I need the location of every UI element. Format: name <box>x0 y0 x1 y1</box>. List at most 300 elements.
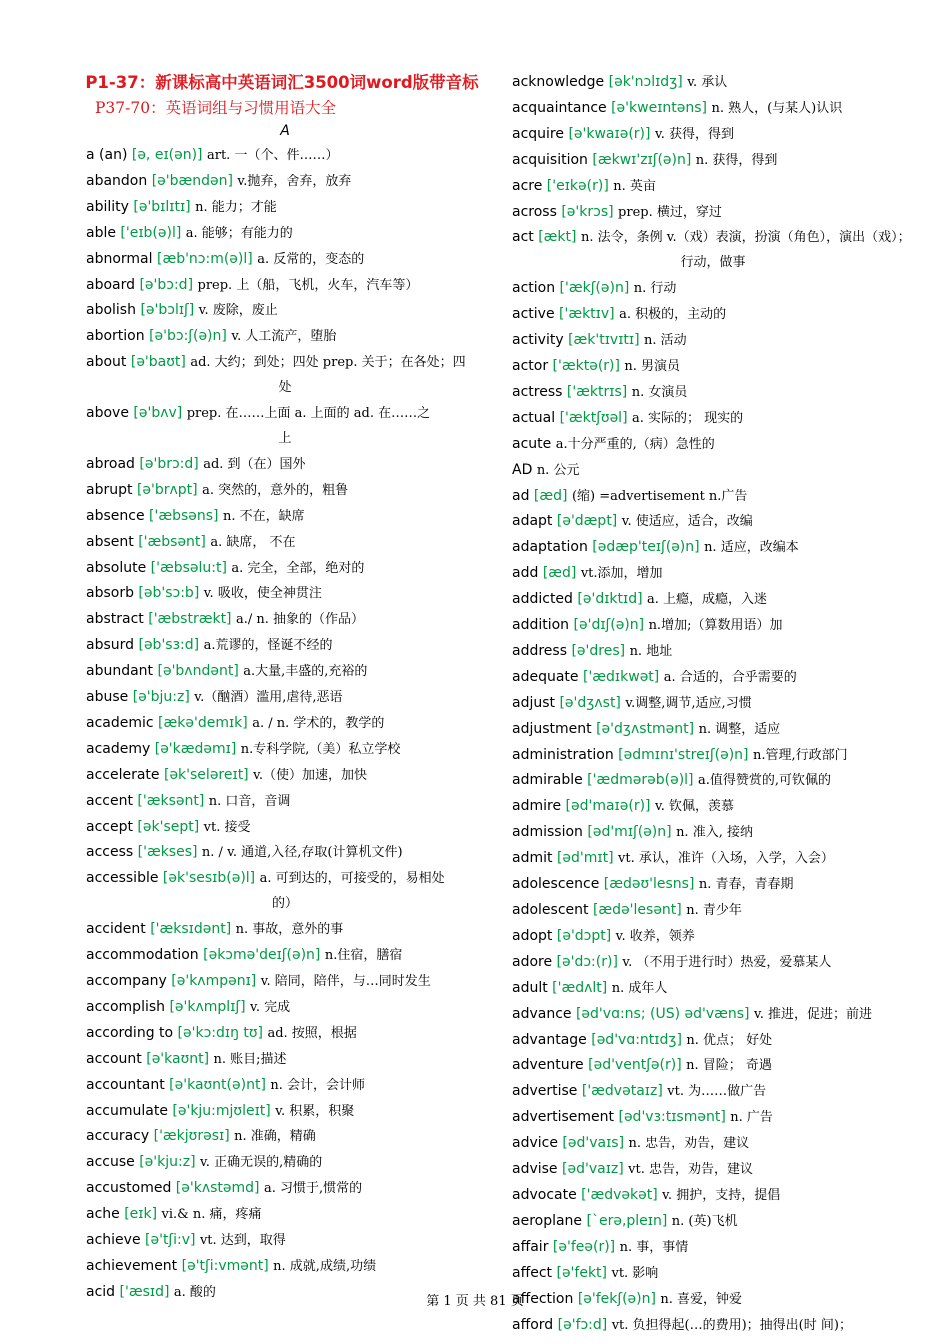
vocab-entry <box>86 221 484 247</box>
vocab-entry <box>512 174 914 200</box>
vocab-pronunciation: [ə'kju:mjʊleɪt] <box>172 1102 271 1119</box>
vocab-pronunciation: [ə'baʊt] <box>130 354 186 371</box>
vocab-word: accustomed <box>86 1180 172 1197</box>
vocab-word: afford <box>512 1316 554 1333</box>
vocab-definition: vt. 负担得起(…的费用)；抽得出(时 间)； <box>611 1317 852 1333</box>
vocab-pronunciation: [ə'dæpt] <box>556 513 618 530</box>
vocab-word: active <box>512 306 555 323</box>
vocab-definition: n. 准确，精确 <box>234 1129 316 1145</box>
vocab-pronunciation: ['æbsəlu:t] <box>150 559 227 576</box>
vocab-definition: a.大量,丰盛的,充裕的 <box>243 664 368 680</box>
vocab-entry <box>512 898 914 924</box>
vocab-definition: a. 上瘾，成瘾，入迷 <box>647 592 768 608</box>
vocab-word: accuse <box>86 1154 135 1171</box>
vocab-entry <box>86 350 484 376</box>
vocab-pronunciation: [ə'bɔ:d] <box>139 276 194 293</box>
vocab-word: able <box>86 224 116 241</box>
vocab-pronunciation: [əd'vaɪs] <box>562 1135 625 1152</box>
vocab-pronunciation: [ə'kaʊnt] <box>146 1050 210 1067</box>
vocab-word: adjustment <box>512 720 592 737</box>
vocab-pronunciation: ['æktɪv] <box>559 306 615 323</box>
vocab-pronunciation: [ædəʊ'lesns] <box>603 876 695 893</box>
vocab-entry <box>86 943 484 969</box>
vocab-word: actual <box>512 409 556 426</box>
vocab-word: ad <box>512 487 530 504</box>
vocab-entry <box>512 665 914 691</box>
vocab-entry <box>512 432 914 458</box>
vocab-word: achievement <box>86 1257 178 1274</box>
vocab-entry <box>86 401 484 427</box>
vocab-word: addition <box>512 617 570 634</box>
vocab-entry <box>512 225 914 251</box>
vocab-entry <box>86 143 484 169</box>
document-subtitle: P37-70：英语词组与习惯用语大全 <box>95 99 337 117</box>
vocab-entry <box>86 866 484 892</box>
vocab-pronunciation: [ək'sept] <box>137 818 200 835</box>
vocab-definition: a. 缺席， 不在 <box>210 534 296 550</box>
vocab-pronunciation: [ə'feə(r)] <box>552 1238 616 1255</box>
vocab-pronunciation: ['æksənt] <box>137 792 205 809</box>
vocab-pronunciation: [ə'bʌndənt] <box>157 663 239 680</box>
vocab-word: absorb <box>86 585 134 602</box>
vocab-entry <box>86 324 484 350</box>
vocab-entry <box>86 530 484 556</box>
vocab-entry <box>86 1202 484 1228</box>
vocab-pronunciation: ['æktrɪs] <box>566 383 628 400</box>
vocab-word: adopt <box>512 927 553 944</box>
vocab-pronunciation: [ə'kʌmpənɪ] <box>171 973 257 989</box>
vocab-word: abortion <box>86 328 145 345</box>
vocab-pronunciation: [ə'fɔ:d] <box>557 1316 608 1333</box>
vocab-pronunciation: [ə'bʌv] <box>133 405 183 422</box>
vocab-pronunciation: [əkɔmə'deɪʃ(ə)n] <box>203 947 321 964</box>
vocab-entry <box>512 535 914 561</box>
vocab-entry <box>86 815 484 841</box>
vocab-pronunciation: [ə'kædəmɪ] <box>154 740 237 757</box>
vocab-definition: v. 陪同，陪伴，与…同时发生 <box>260 974 431 989</box>
vocab-entry <box>86 737 484 763</box>
vocab-pronunciation: [æd] <box>533 487 568 504</box>
vocab-entry <box>512 509 914 535</box>
vocab-entry <box>512 846 914 872</box>
vocab-definition: n. 能力；才能 <box>195 199 277 215</box>
vocab-pronunciation: ['ædvəkət] <box>581 1186 658 1203</box>
vocab-word: accompany <box>86 973 167 989</box>
vocab-definition: a. / n. 学术的，教学的 <box>252 715 385 731</box>
vocab-definition: n. 口音，音调 <box>208 793 291 809</box>
vocab-definition: n. 事故，意外的事 <box>235 922 344 938</box>
vocab-definition: a.荒谬的，怪诞不经的 <box>203 638 333 654</box>
vocab-pronunciation: [ə'dɪʃ(ə)n] <box>573 617 645 634</box>
vocab-word: acid <box>86 1283 116 1300</box>
vocab-definition: v. 推进，促进；前进 <box>753 1006 873 1022</box>
vocab-word: address <box>512 642 568 659</box>
vocab-pronunciation: [ækwɪ'zɪʃ(ə)n] <box>592 151 692 168</box>
vocab-entry <box>86 478 484 504</box>
vocab-word: adjust <box>512 694 556 711</box>
right-column <box>512 70 914 1338</box>
vocab-pronunciation: ['ædɪkwət] <box>582 668 660 685</box>
vocab-pronunciation: [ə'bɔlɪʃ] <box>140 302 195 319</box>
vocab-definition: a. 能够；有能力的 <box>185 225 293 241</box>
vocab-entry <box>512 1028 914 1054</box>
vocab-definition: a. 习惯于,惯常的 <box>263 1181 363 1197</box>
vocab-entry <box>512 1157 914 1183</box>
vocab-definition-continuation: 处 <box>278 380 292 396</box>
vocab-pronunciation: [ək'nɔlɪdʒ] <box>608 74 683 90</box>
vocab-entry <box>512 717 914 743</box>
vocab-word: abandon <box>86 172 148 189</box>
vocab-pronunciation: [ə'bændən] <box>151 172 233 189</box>
vocab-word: achieve <box>86 1232 141 1249</box>
vocab-entry <box>512 458 914 484</box>
vocab-definition: v. 承认 <box>687 75 728 90</box>
document-title: P1-37：新课标高中英语词汇3500词word版带音标 <box>85 73 479 92</box>
vocab-pronunciation: ['eɪkə(r)] <box>546 177 609 194</box>
vocab-word: adolescent <box>512 902 589 918</box>
vocab-word: adult <box>512 979 548 996</box>
vocab-word: ache <box>86 1206 120 1223</box>
vocab-entry <box>512 1313 914 1339</box>
vocab-pronunciation: [ə'dres] <box>571 642 626 659</box>
vocab-definition: n. 成年人 <box>611 980 668 996</box>
vocab-definition: n. 忠告，劝告，建议 <box>628 1136 750 1152</box>
vocab-word: admire <box>512 798 562 815</box>
vocab-word: adore <box>512 953 553 970</box>
vocab-pronunciation: [ədmɪnɪ'streɪʃ(ə)n] <box>618 746 749 763</box>
vocab-entry <box>86 1021 484 1047</box>
vocab-pronunciation: [ædə'lesənt] <box>592 902 682 918</box>
vocab-definition: v. 正确无误的,精确的 <box>200 1155 323 1171</box>
vocab-word: admirable <box>512 772 583 789</box>
vocab-pronunciation: ['æbstrækt] <box>148 611 232 628</box>
vocab-definition: v. 吸收，使全神贯注 <box>203 586 322 602</box>
vocab-definition: ad. 大约；到处；四处 prep. 关于；在各处；四 <box>190 355 466 371</box>
vocab-entry <box>512 1053 914 1079</box>
vocab-definition: ad. 到（在）国外 <box>203 456 306 472</box>
vocab-pronunciation: [ə'kju:z] <box>139 1154 196 1171</box>
vocab-word: accept <box>86 818 133 835</box>
vocab-entry <box>512 820 914 846</box>
vocab-entry <box>512 924 914 950</box>
vocab-definition: vt. 接受 <box>203 819 251 835</box>
vocab-word: acre <box>512 177 543 194</box>
vocab-entry <box>86 1124 484 1150</box>
vocab-word: activity <box>512 332 564 349</box>
vocab-word: absurd <box>86 637 135 654</box>
vocab-definition: v. 拥护，支持，提倡 <box>662 1187 781 1203</box>
vocab-definition: prep. 横过，穿过 <box>618 204 722 220</box>
vocab-word: advertise <box>512 1083 578 1100</box>
vocab-entry <box>512 1079 914 1105</box>
vocab-entry <box>512 1235 914 1261</box>
vocab-entry <box>512 380 914 406</box>
vocab-pronunciation: [æk'tɪvɪtɪ] <box>568 332 640 349</box>
vocab-definition: n. 事，事情 <box>619 1239 689 1255</box>
vocab-definition: v. 收养，领养 <box>615 928 695 944</box>
vocab-pronunciation: [ə'dɪktɪd] <box>577 591 643 608</box>
vocab-word: accessible <box>86 870 159 887</box>
vocab-word: absolute <box>86 559 147 576</box>
vocab-entry <box>86 452 484 478</box>
vocab-pronunciation: [ə'tʃi:v] <box>145 1232 196 1249</box>
vocab-definition: n. 成就,成绩,功绩 <box>273 1258 377 1274</box>
vocab-pronunciation: [əb'sɜ:d] <box>138 637 200 654</box>
vocab-definition: v. 积累，积聚 <box>275 1103 355 1119</box>
section-letter: A <box>280 123 290 139</box>
vocab-definition: n. 公元 <box>536 462 580 478</box>
vocab-entry <box>86 607 484 633</box>
vocab-definition: v.（使）加速，加快 <box>253 767 368 783</box>
vocab-pronunciation: ['æbsəns] <box>149 507 219 524</box>
vocab-entry <box>86 969 484 995</box>
vocab-word: acquire <box>512 125 564 142</box>
vocab-entry <box>512 1131 914 1157</box>
vocab-definition: art. 一（个、件……） <box>206 148 339 163</box>
vocab-word: acquaintance <box>512 99 607 116</box>
vocab-definition: n.住宿，膳宿 <box>324 948 403 964</box>
vocab-definition: a./ n. 抽象的（作品） <box>235 612 365 628</box>
vocab-entry <box>86 581 484 607</box>
vocab-pronunciation: ['ækʃ(ə)n] <box>559 280 630 297</box>
vocab-word: actress <box>512 383 563 400</box>
vocab-entry <box>512 148 914 174</box>
vocab-definition: n. 女演员 <box>631 384 688 400</box>
vocab-word: accuracy <box>86 1128 150 1145</box>
vocab-pronunciation: [æd] <box>542 565 577 582</box>
vocab-pronunciation: [ə'kʌmplɪʃ] <box>169 998 246 1015</box>
vocab-definition: v. 完成 <box>250 999 291 1015</box>
vocab-pronunciation: [ə'bɪlɪtɪ] <box>133 198 191 215</box>
vocab-entry <box>512 302 914 328</box>
vocab-entry <box>512 96 914 122</box>
vocab-definition: n. 青少年 <box>686 903 742 918</box>
vocab-entry <box>86 995 484 1021</box>
vocab-word: acknowledge <box>512 74 605 90</box>
vocab-pronunciation: [ə'bju:z] <box>132 689 190 706</box>
vocab-definition: a. 可到达的，可接受的，易相处 <box>259 871 445 887</box>
vocab-definition: vt.添加，增加 <box>580 566 663 582</box>
vocab-entry <box>512 587 914 613</box>
vocab-pronunciation: [ə, eɪ(ən)] <box>131 147 203 163</box>
vocab-entry <box>86 685 484 711</box>
vocab-word: action <box>512 280 556 297</box>
vocab-pronunciation: [ədæp'teɪʃ(ə)n] <box>592 539 700 556</box>
vocab-word: accumulate <box>86 1102 168 1119</box>
vocab-word: above <box>86 405 129 422</box>
vocab-word: admission <box>512 824 583 841</box>
vocab-word: account <box>86 1050 142 1067</box>
vocab-definition: n. 适应，改编本 <box>704 540 799 556</box>
vocab-definition: a. 完全，全部，绝对的 <box>231 560 365 576</box>
vocab-entry <box>512 1105 914 1131</box>
vocab-entry <box>86 659 484 685</box>
vocab-definition: n. 准入, 接纳 <box>676 825 753 841</box>
vocab-pronunciation: [ə'krɔs] <box>561 203 614 220</box>
vocab-word: academy <box>86 740 151 757</box>
vocab-entry <box>512 1209 914 1235</box>
vocab-word: addicted <box>512 591 573 608</box>
vocab-definition: prep. 上（船，飞机，火车，汽车等） <box>197 277 419 293</box>
vocab-definition: a. 积极的，主动的 <box>619 307 727 323</box>
vocab-pronunciation: ['æbsənt] <box>138 533 206 550</box>
vocab-pronunciation: ['æktə(r)] <box>552 357 620 374</box>
vocab-definition: a. 实际的； 现实的 <box>632 410 744 426</box>
vocab-word: admit <box>512 850 553 867</box>
vocab-entry <box>512 122 914 148</box>
vocab-pronunciation: [ə'kʌstəmd] <box>175 1180 260 1197</box>
vocab-pronunciation: [ə'kwaɪə(r)] <box>568 125 651 142</box>
vocab-word: act <box>512 229 534 246</box>
vocab-pronunciation: [ək'seləreɪt] <box>163 766 249 783</box>
vocab-definition: n. 法令，条例 v.（戏）表演，扮演（角色），演出（戏）； <box>580 230 911 246</box>
vocab-entry <box>86 1047 484 1073</box>
vocab-word: adapt <box>512 513 553 530</box>
vocab-word: AD <box>512 461 533 478</box>
vocab-entry <box>512 354 914 380</box>
vocab-pronunciation: ['eɪb(ə)l] <box>120 224 182 241</box>
vocab-definition: vt. 为……做广告 <box>667 1084 767 1100</box>
vocab-pronunciation: [əd'vɑ:ntɪdʒ] <box>591 1031 682 1048</box>
vocab-definition: vi.& n. 痛，疼痛 <box>161 1207 262 1223</box>
vocab-word: adequate <box>512 668 579 685</box>
vocab-word: advance <box>512 1005 572 1022</box>
vocab-word: adaptation <box>512 539 588 556</box>
vocab-definition: (缩) =advertisement n.广告 <box>571 488 748 504</box>
vocab-pronunciation: [eɪk] <box>124 1206 158 1223</box>
vocab-pronunciation: [ə'dʒʌstmənt] <box>596 720 695 737</box>
vocab-entry <box>512 70 914 96</box>
vocab-entry <box>86 1099 484 1125</box>
vocab-word: actor <box>512 357 549 374</box>
vocab-pronunciation: [ə'kɔ:dɪŋ tʊ] <box>177 1024 263 1041</box>
vocab-word: abundant <box>86 663 154 680</box>
page-footer: 第 1 页 共 81 页 <box>426 1294 524 1309</box>
vocab-definition: n. 行动 <box>633 281 677 297</box>
vocab-word: adventure <box>512 1057 584 1074</box>
vocab-word: abolish <box>86 302 136 319</box>
vocab-definition: n. 账目;描述 <box>213 1051 287 1067</box>
vocab-entry <box>86 273 484 299</box>
vocab-word: academic <box>86 714 154 731</box>
vocab-word: add <box>512 565 539 582</box>
vocab-entry <box>86 711 484 737</box>
vocab-pronunciation: [ək'sesɪb(ə)l] <box>162 870 256 887</box>
vocab-entry <box>512 1002 914 1028</box>
vocab-definition: n. 青春，青春期 <box>698 877 794 893</box>
vocab-entry <box>86 1254 484 1280</box>
vocab-entry <box>86 556 484 582</box>
vocab-pronunciation: [əd'maɪə(r)] <box>565 798 651 815</box>
vocab-definition: a.十分严重的,（病）急性的 <box>555 436 715 452</box>
vocab-pronunciation: [ə'fekt] <box>556 1264 608 1281</box>
vocab-definition: n. 冒险； 奇遇 <box>686 1058 772 1074</box>
vocab-definition: v. （不用于进行时）热爱，爱慕某人 <box>622 954 832 970</box>
vocab-definition: n. 活动 <box>644 333 687 349</box>
vocab-entry <box>512 328 914 354</box>
vocab-entry <box>86 504 484 530</box>
vocab-word: abrupt <box>86 481 133 498</box>
vocab-word: accountant <box>86 1076 165 1093</box>
vocab-definition: a. 突然的，意外的，粗鲁 <box>202 482 349 498</box>
vocab-word: a (an) <box>86 147 128 163</box>
vocab-pronunciation: [ə'brʌpt] <box>136 481 198 498</box>
vocab-word: about <box>86 354 127 371</box>
vocab-definition: a. 酸的 <box>173 1284 216 1300</box>
vocab-definition: a. 反常的，变态的 <box>257 251 365 267</box>
vocab-word: affect <box>512 1264 553 1281</box>
vocab-pronunciation: [ə'dʒʌst] <box>559 694 621 711</box>
vocab-pronunciation: [ə'brɔ:d] <box>139 455 199 472</box>
vocab-word: advice <box>512 1135 558 1152</box>
vocab-definition-continuation: 的） <box>271 896 298 912</box>
vocab-definition: n. 不在，缺席 <box>222 508 305 524</box>
vocab-word: advertisement <box>512 1109 615 1126</box>
vocab-definition: v. 使适应，适合，改编 <box>621 514 753 530</box>
vocab-pronunciation: ['ædvətaɪz] <box>581 1083 663 1100</box>
vocab-word: advantage <box>512 1031 587 1048</box>
vocab-entry <box>512 950 914 976</box>
vocab-pronunciation: [əd'vaɪz] <box>562 1161 624 1178</box>
vocab-word: adolescence <box>512 876 600 893</box>
vocab-word: aboard <box>86 276 136 293</box>
vocab-definition: n. 会计，会计师 <box>270 1077 366 1093</box>
vocab-entry <box>86 195 484 221</box>
vocab-word: abnormal <box>86 250 153 267</box>
vocab-definition: n.管理,行政部门 <box>752 747 848 763</box>
vocab-pronunciation: [əb'sɔ:b] <box>138 585 200 602</box>
vocab-definition: n. 喜爱，钟爱 <box>660 1291 743 1307</box>
vocab-word: access <box>86 844 134 861</box>
vocab-entry <box>512 484 914 510</box>
vocab-pronunciation: [`erə,pleɪn] <box>586 1212 668 1229</box>
vocab-word: aeroplane <box>512 1212 583 1229</box>
vocab-word: according to <box>86 1024 174 1041</box>
vocab-entry <box>86 247 484 273</box>
vocab-definition: n. 获得，得到 <box>695 152 778 168</box>
vocab-pronunciation: [əd'vɜ:tɪsmənt] <box>618 1109 726 1126</box>
vocab-word: acquisition <box>512 151 588 168</box>
vocab-entry <box>512 768 914 794</box>
vocab-definition: a. 合适的，合乎需要的 <box>663 669 797 685</box>
vocab-definition: n. 地址 <box>629 643 673 659</box>
vocab-word: abuse <box>86 689 129 706</box>
vocab-definition: n.专科学院,（美）私立学校 <box>240 741 401 757</box>
vocab-word: advocate <box>512 1186 577 1203</box>
vocab-definition: vt. 忠告，劝告，建议 <box>628 1162 753 1178</box>
vocab-word: across <box>512 203 557 220</box>
vocab-definition: a.值得赞赏的,可钦佩的 <box>697 773 831 789</box>
vocab-pronunciation: [əd'mɪʃ(ə)n] <box>587 824 672 841</box>
vocab-definition-continuation: 行动，做事 <box>680 255 746 271</box>
vocab-definition: vt. 承认，准许（入场，入学，入会） <box>618 851 834 867</box>
vocab-entry <box>86 1073 484 1099</box>
vocab-pronunciation: ['ædʌlt] <box>552 979 608 996</box>
vocab-word: affair <box>512 1238 549 1255</box>
vocab-word: abroad <box>86 455 135 472</box>
vocab-entry <box>512 406 914 432</box>
vocab-definition: v.（酗酒）滥用,虐待,恶语 <box>194 690 343 706</box>
vocab-word: accomplish <box>86 998 166 1015</box>
vocab-word: abstract <box>86 611 144 628</box>
vocab-pronunciation: ['ækjʊrəsɪ] <box>153 1128 230 1145</box>
vocab-definition: ad. 按照，根据 <box>267 1025 357 1041</box>
vocab-word: affection <box>512 1290 574 1307</box>
vocab-word: accelerate <box>86 766 160 783</box>
vocab-pronunciation: ['æsɪd] <box>119 1283 170 1300</box>
vocab-entry <box>86 789 484 815</box>
vocab-entry <box>512 976 914 1002</box>
